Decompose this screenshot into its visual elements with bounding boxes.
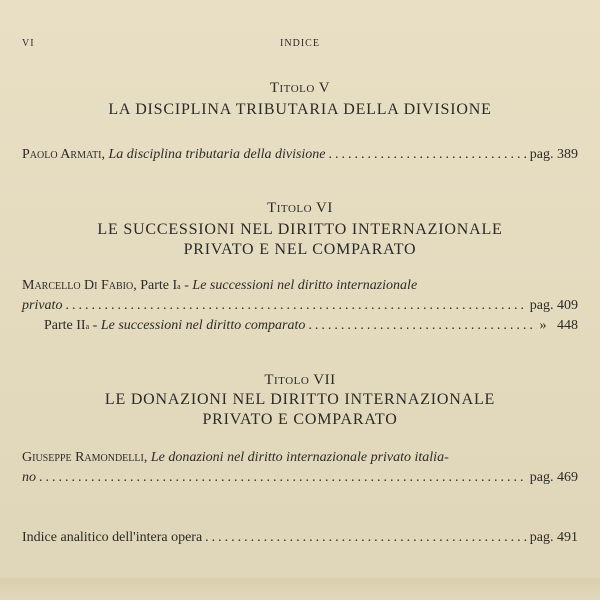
titolo-vii-heading bbox=[0, 390, 600, 430]
titolo-vi-label: Titolo VI bbox=[267, 200, 333, 216]
entry-page: pag. 389 bbox=[529, 147, 578, 162]
toc-entry-difabio-line1 bbox=[22, 275, 578, 297]
titolo-vi-heading bbox=[0, 220, 600, 260]
entry-dash: - bbox=[92, 318, 98, 333]
entry-title: Le donazioni nel diritto internazionale privato italia- bbox=[150, 450, 449, 465]
toc-entry-armati bbox=[22, 144, 578, 165]
heading-line: LA DISCIPLINA TRIBUTARIA DELLA DIVISIONE bbox=[108, 101, 492, 118]
titolo-v-label: Titolo V bbox=[269, 80, 331, 96]
leader-dots bbox=[65, 295, 526, 316]
entry-title-cont: no bbox=[22, 470, 36, 485]
leader-dots bbox=[39, 467, 527, 488]
titolo-v-heading bbox=[0, 100, 600, 120]
entry-page: pag. 491 bbox=[529, 530, 578, 545]
entry-part-sup: a bbox=[85, 322, 90, 331]
heading-line: PRIVATO E COMPARATO bbox=[202, 411, 398, 428]
entry-title-cont: privato bbox=[22, 298, 63, 313]
heading-line: PRIVATO E NEL COMPARATO bbox=[183, 241, 417, 258]
toc-entry-ramondelli-line2 bbox=[22, 467, 578, 488]
heading-line: LE DONAZIONI NEL DIRITTO INTERNAZIONALE bbox=[104, 391, 496, 408]
entry-author: Paolo Armati, bbox=[22, 147, 106, 162]
entry-part-sup: a bbox=[177, 282, 181, 291]
toc-entry-indice-analitico bbox=[22, 527, 578, 548]
entry-part: Parte II bbox=[44, 318, 86, 333]
entry-page: » 448 bbox=[539, 318, 578, 333]
entry-dash: - bbox=[184, 278, 189, 293]
entry-title: Le successioni nel diritto internazionale bbox=[192, 278, 418, 293]
toc-entry-ramondelli-line1 bbox=[22, 447, 578, 468]
entry-page: pag. 469 bbox=[529, 470, 578, 485]
page-bottom-edge bbox=[0, 578, 600, 600]
leader-dots bbox=[308, 315, 536, 336]
heading-line: LE SUCCESSIONI NEL DIRITTO INTERNAZIONALE bbox=[97, 221, 503, 238]
entry-part: Parte I bbox=[140, 278, 178, 293]
page-number: VI bbox=[22, 38, 35, 49]
entry-author: Giuseppe Ramondelli, bbox=[22, 450, 148, 465]
entry-page: pag. 409 bbox=[529, 298, 578, 313]
entry-author: Marcello Di Fabio, bbox=[22, 278, 137, 293]
toc-entry-difabio-line2 bbox=[22, 295, 578, 316]
entry-title: La disciplina tributaria della divisione bbox=[108, 147, 326, 162]
titolo-vii-label: Titolo VII bbox=[264, 372, 336, 388]
leader-dots bbox=[205, 527, 527, 548]
entry-title: Indice analitico dell'intera opera bbox=[22, 530, 203, 545]
entry-title: Le successioni nel diritto comparato bbox=[100, 318, 306, 333]
running-title: INDICE bbox=[280, 38, 320, 49]
leader-dots bbox=[329, 144, 527, 165]
toc-entry-difabio-part2 bbox=[44, 315, 578, 337]
